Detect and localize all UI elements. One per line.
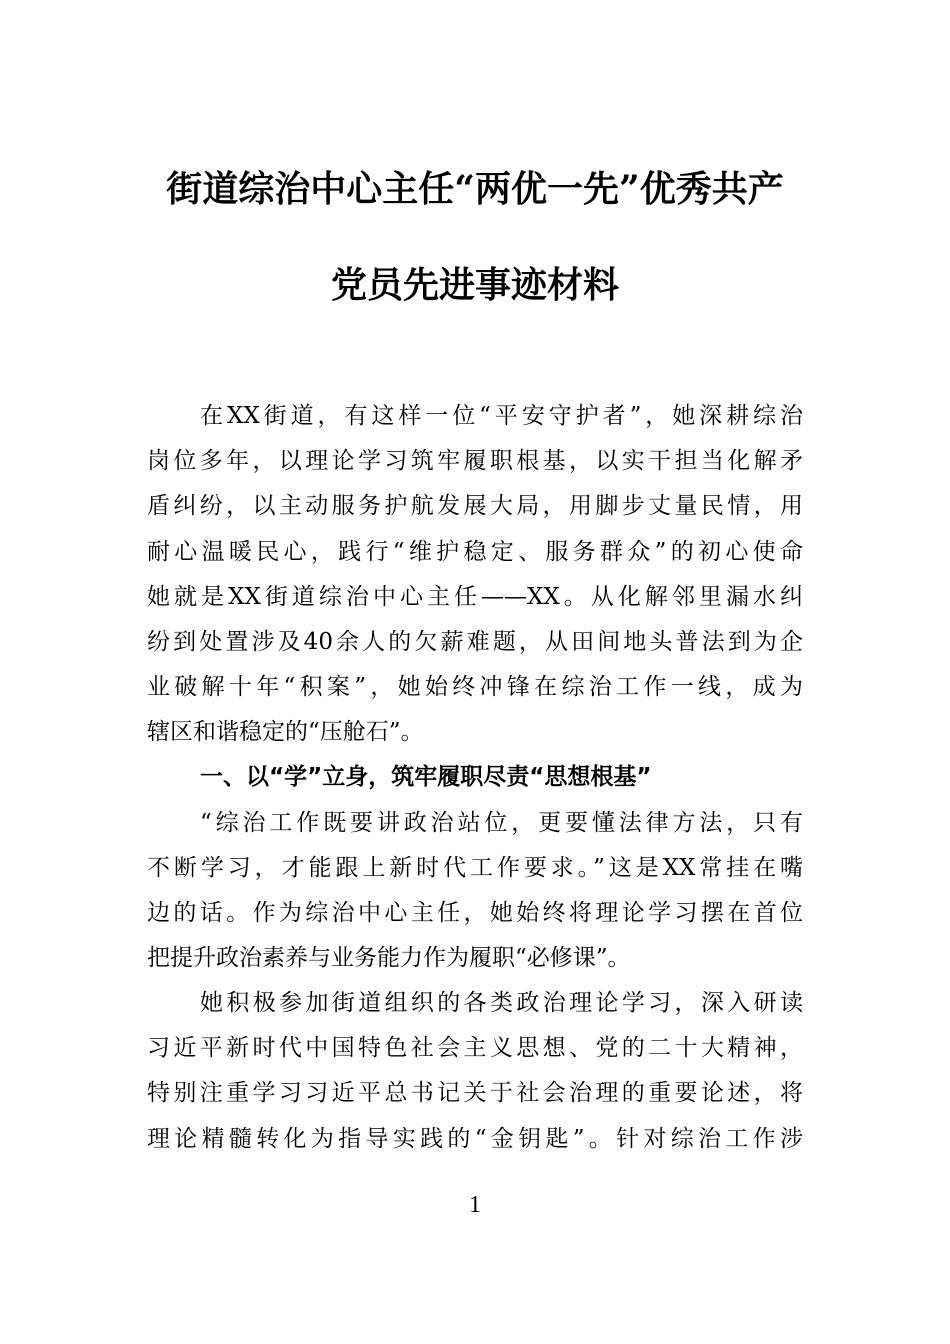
- section-heading-1: 一、以“学”立身，筑牢履职尽责“思想根基”: [200, 764, 652, 790]
- paragraph-1-line: 她就是XX街道综治中心主任——XX。从化解邻里漏水纠: [147, 584, 803, 610]
- paragraph-2-line: “综治工作既要讲政治站位，更要懂法律方法，只有: [200, 810, 803, 836]
- document-title-line-1: 街道综治中心主任“两优一先”优秀共产: [166, 168, 784, 210]
- paragraph-3-line: 习近平新时代中国特色社会主义思想、党的二十大精神，: [147, 1035, 803, 1061]
- paragraph-3-line: 她积极参加街道组织的各类政治理论学习，深入研读: [200, 990, 803, 1016]
- document-title-line-2: 党员先进事迹材料: [330, 264, 619, 306]
- paragraph-1-line: 在XX街道，有这样一位“平安守护者”，她深耕综治: [200, 403, 803, 429]
- paragraph-1-line: 辖区和谐稳定的“压舱石”。: [147, 719, 424, 745]
- paragraph-1-line: 岗位多年，以理论学习筑牢履职根基，以实干担当化解矛: [147, 448, 803, 474]
- paragraph-1-line: 业破解十年“积案”，她始终冲锋在综治工作一线，成为: [147, 674, 803, 700]
- paragraph-1-line: 盾纠纷，以主动服务护航发展大局，用脚步丈量民情，用: [147, 493, 803, 519]
- paragraph-1-line: 纷到处置涉及40余人的欠薪难题，从田间地头普法到为企: [147, 629, 803, 655]
- paragraph-2-line: 把提升政治素养与业务能力作为履职“必修课”。: [147, 945, 631, 971]
- paragraph-3-line: 理论精髓转化为指导实践的“金钥匙”。针对综治工作涉: [147, 1126, 803, 1152]
- paragraph-2-line: 不断学习，才能跟上新时代工作要求。”这是XX常挂在嘴: [147, 855, 803, 881]
- paragraph-3-line: 特别注重学习习近平总书记关于社会治理的重要论述，将: [147, 1080, 803, 1106]
- paragraph-1-line: 耐心温暖民心，践行“维护稳定、服务群众”的初心使命: [147, 539, 803, 565]
- page-number: 1: [469, 1192, 481, 1218]
- paragraph-2-line: 边的话。作为综治中心主任，她始终将理论学习摆在首位: [147, 900, 803, 926]
